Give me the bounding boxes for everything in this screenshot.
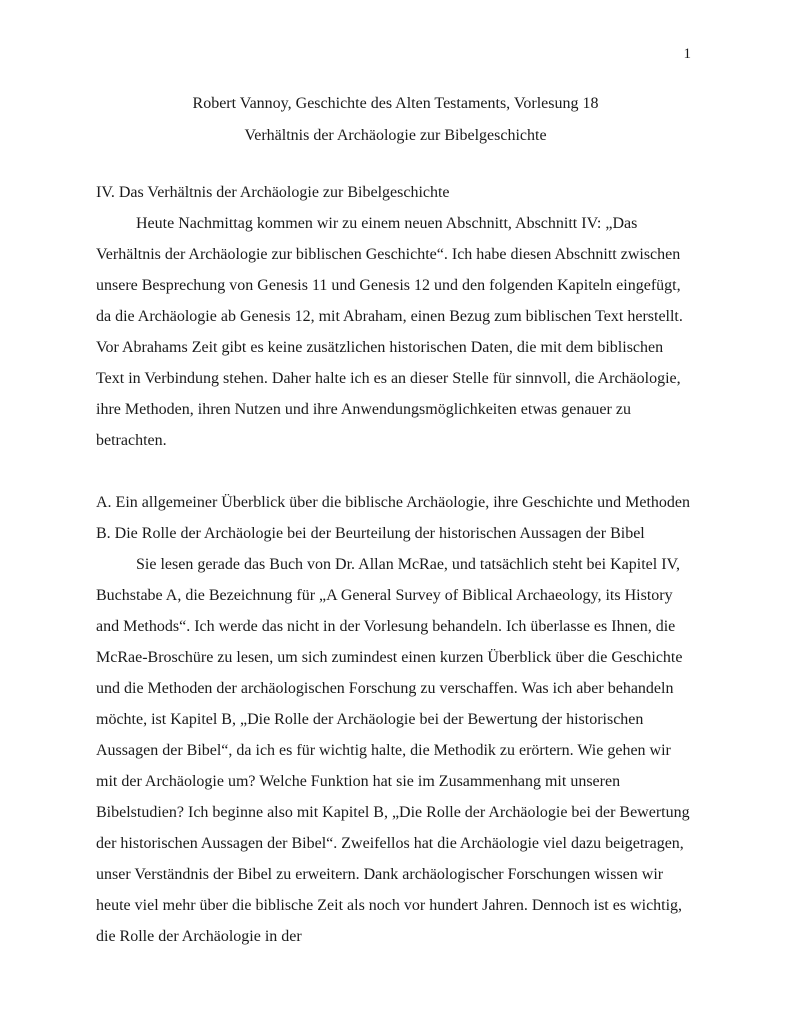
paragraph-2: Sie lesen gerade das Buch von Dr. Allan McRae, und tatsächlich steht bei Kapitel IV, Buchstabe A, die Bezeichnung für „A General Survey of Biblical Archaeology, its History and Methods“. Ich werde das nicht in der Vorlesung behandeln. Ich überlasse es Ihnen, die McRae-Broschüre zu lesen, um sich zumindest einen kurzen Überblick über die Geschichte und die Methoden der archäologischen Forschung zu verschaffen. Was ich aber behandeln möchte, ist Kapitel B, „Die Rolle der Archäologie bei der Bewertung der historischen Aussagen der Bibel“, da ich es für wichtig halte, die Methodik zu erörtern. Wie gehen wir mit der Archäologie um? Welche Funktion hat sie im Zusammenhang mit unseren Bibelstudien? Ich beginne also mit Kapitel B, „Die Rolle der Archäologie bei der Bewertung der historischen Aussagen der Bibel“. Zweifellos hat die Archäologie viel dazu beigetragen, unser Verständnis der Bibel zu erweitern. Dank archäologischer Forschungen wissen wir heute viel mehr über die biblische Zeit als noch vor hundert Jahren. Dennoch ist es wichtig, die Rolle der Archäologie in der (96, 556, 690, 945)
page-number: 1 (683, 46, 691, 62)
title-block (96, 88, 695, 152)
outline-item-a: A. Ein allgemeiner Überblick über die biblische Archäologie, ihre Geschichte und Methoden (96, 494, 691, 511)
spacer (96, 456, 695, 487)
document-subtitle: Verhältnis der Archäologie zur Bibelgeschichte (244, 127, 547, 144)
document-content (96, 88, 695, 952)
paragraph-1: Heute Nachmittag kommen wir zu einem neuen Abschnitt, Abschnitt IV: „Das Verhältnis der Archäologie zur biblischen Geschichte“. Ich habe diesen Abschnitt zwischen unsere Besprechung von Genesis 11 und Genesis 12 und den folgenden Kapiteln eingefügt, da die Archäologie ab Genesis 12, mit Abraham, einen Bezug zum biblischen Text herstellt. Vor Abrahams Zeit gibt es keine zusätzlichen historischen Daten, die mit dem biblischen Text in Verbindung stehen. Daher halte ich es an dieser Stelle für sinnvoll, die Archäologie, ihre Methoden, ihren Nutzen und ihre Anwendungsmöglichkeiten etwas genauer zu betrachten. (96, 215, 683, 449)
outline-item-b: B. Die Rolle der Archäologie bei der Beurteilung der historischen Aussagen der Bibel (96, 525, 645, 542)
document-title: Robert Vannoy, Geschichte des Alten Testaments, Vorlesung 18 (192, 95, 599, 112)
section-heading-iv: IV. Das Verhältnis der Archäologie zur Bibelgeschichte (96, 184, 450, 201)
